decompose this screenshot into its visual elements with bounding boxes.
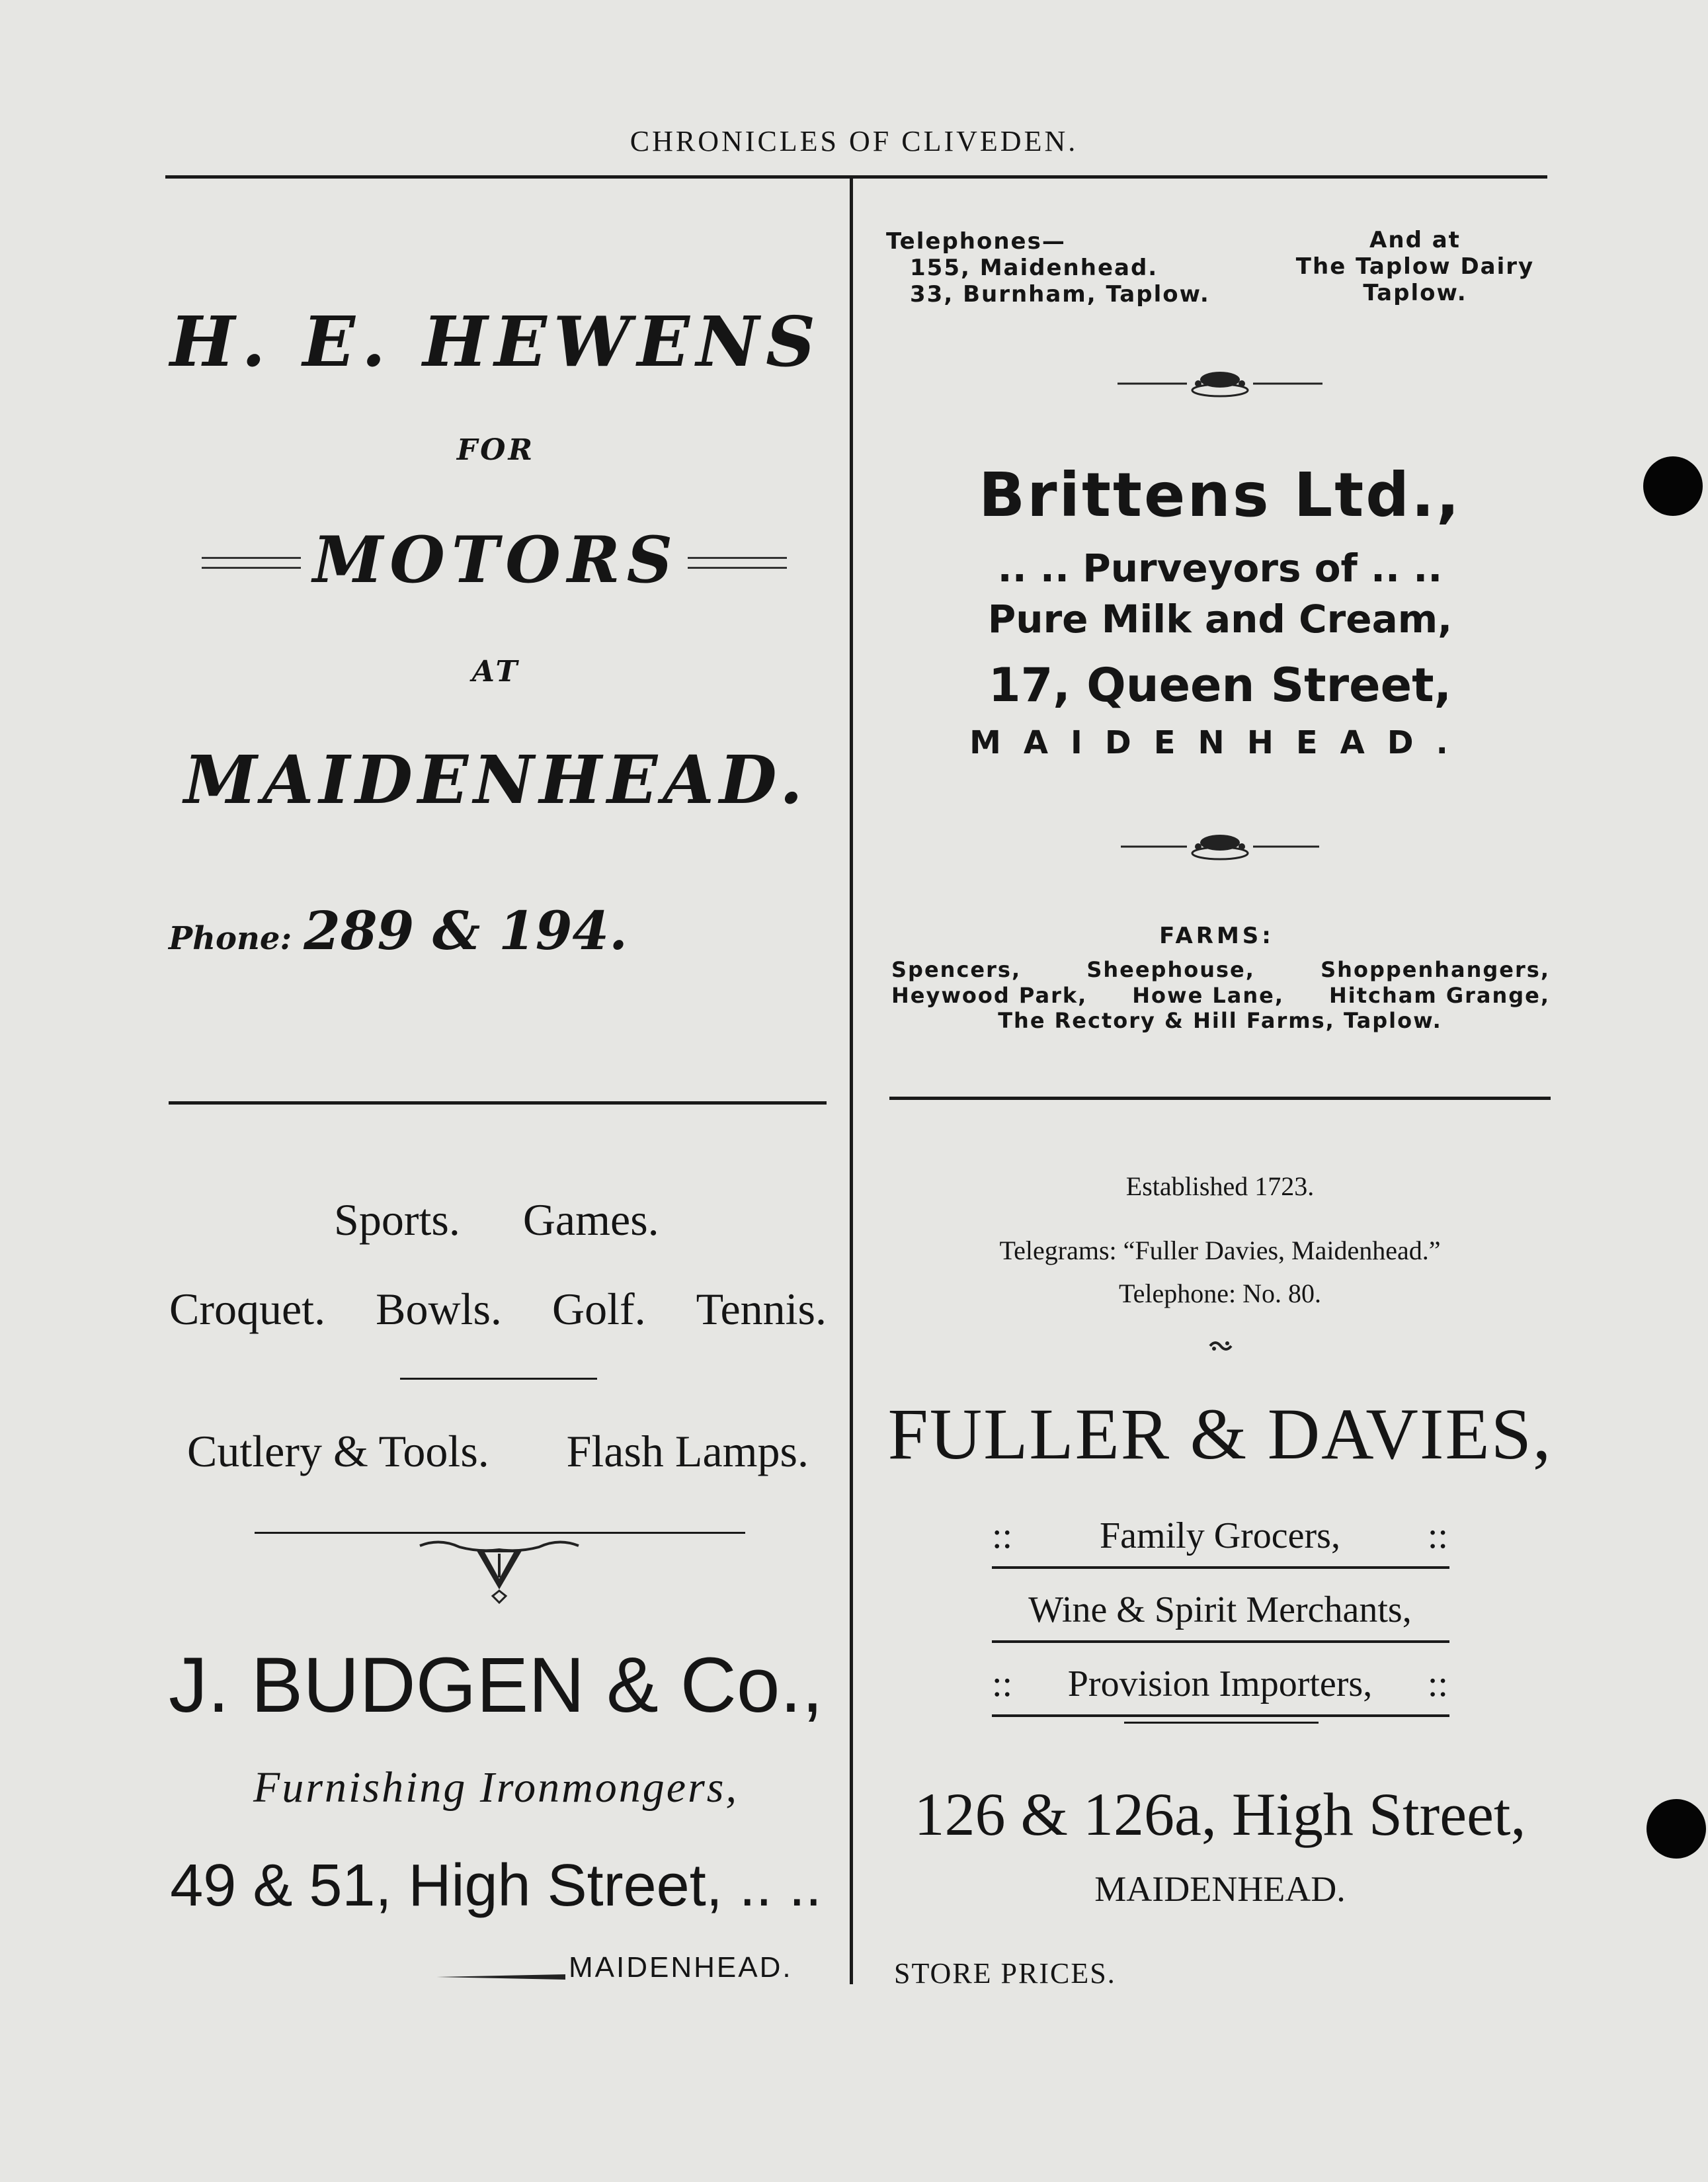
telephones-label: Telephones—: [886, 228, 1066, 255]
and-at-line3: Taplow.: [1363, 280, 1467, 306]
lamps-label: Flash Lamps.: [566, 1426, 809, 1476]
budgen-address: 49 & 51, High Street, .. ..: [170, 1853, 822, 1919]
farm-item: Sheephouse,: [1086, 957, 1255, 982]
colon-mark: ::: [1427, 1515, 1448, 1556]
budgen-subtitle: Furnishing Ironmongers,: [253, 1763, 739, 1812]
double-rule-right: [688, 557, 787, 569]
importers-label: Provision Importers,: [1067, 1663, 1373, 1704]
farms-label: FARMS:: [1159, 923, 1274, 949]
phone-numbers: 289 & 194.: [304, 900, 628, 962]
hewens-phone: [169, 900, 628, 962]
colon-mark: ::: [1427, 1663, 1448, 1704]
games-label: Games.: [522, 1195, 659, 1245]
importers-line: [992, 1663, 1448, 1705]
section-rule-left: [169, 1101, 827, 1105]
telephone-burnham: 33, Burnham, Taplow.: [910, 281, 1210, 308]
sports-label: Sports.: [334, 1195, 460, 1245]
bowls-label: Bowls.: [376, 1284, 502, 1334]
farms-row: [891, 983, 1550, 1008]
ornament-rule: [255, 1532, 745, 1534]
farms-row3: The Rectory & Hill Farms, Taplow.: [998, 1008, 1442, 1033]
budgen-name: J. BUDGEN & Co.,: [168, 1642, 824, 1729]
telephone-line: Telephone: No. 80.: [1118, 1279, 1321, 1308]
running-header: CHRONICLES OF CLIVEDEN.: [630, 125, 1078, 157]
hewens-name: H. E. HEWENS: [169, 301, 823, 382]
telegrams-line: Telegrams: “Fuller Davies, Maidenhead.”: [999, 1236, 1441, 1265]
golf-label: Golf.: [551, 1284, 646, 1334]
and-at-line2: The Taplow Dairy: [1295, 253, 1535, 280]
header-rule: [165, 175, 1547, 179]
tennis-label: Tennis.: [696, 1284, 827, 1334]
colon-mark: ::: [992, 1663, 1013, 1704]
brittens-purveyors: .. .. Purveyors of .. ..: [997, 546, 1443, 591]
established-line: Established 1723.: [1125, 1171, 1315, 1201]
tools-line: [187, 1425, 809, 1478]
fleuron-ornament: [413, 1538, 585, 1611]
ornament-flourish-top: [1118, 364, 1322, 403]
column-divider: [850, 179, 853, 1984]
fuller-address: 126 & 126a, High Street,: [914, 1781, 1526, 1848]
brittens-street: 17, Queen Street,: [988, 658, 1452, 712]
phone-label: Phone:: [169, 920, 292, 957]
fuller-name: FULLER & DAVIES,: [887, 1394, 1553, 1474]
merchants-label: Wine & Spirit Merchants,: [1028, 1589, 1412, 1630]
telephones-block: [886, 228, 1210, 308]
games-line: [169, 1283, 827, 1335]
fuller-place: MAIDENHEAD.: [1094, 1869, 1346, 1909]
grocers-label: Family Grocers,: [1100, 1515, 1340, 1556]
small-fleuron-icon: [1209, 1339, 1233, 1353]
farm-item: Heywood Park,: [891, 983, 1088, 1008]
underline-rule: [992, 1714, 1449, 1717]
hewens-for: FOR: [456, 433, 536, 467]
underline-rule: [992, 1566, 1449, 1569]
punch-hole-bottom: [1647, 1799, 1706, 1859]
ornament-flourish-bottom: [1121, 827, 1319, 866]
underline-rule: [992, 1640, 1449, 1643]
short-underline: [1124, 1722, 1319, 1724]
punch-hole-top: [1643, 456, 1703, 516]
croquet-label: Croquet.: [169, 1284, 326, 1334]
tapered-rule: [436, 1972, 565, 1982]
and-at-block: [1276, 227, 1554, 306]
store-prices: STORE PRICES.: [894, 1957, 1116, 1990]
farm-item: Hitcham Grange,: [1328, 983, 1550, 1008]
brittens-milk: Pure Milk and Cream,: [987, 597, 1453, 642]
grocers-line: [992, 1515, 1448, 1557]
short-rule: [400, 1378, 597, 1380]
farm-item: Howe Lane,: [1132, 983, 1285, 1008]
budgen-place: MAIDENHEAD.: [569, 1951, 793, 1984]
hewens-place: MAIDENHEAD.: [184, 741, 808, 819]
farm-item: Shoppenhangers,: [1321, 957, 1550, 982]
brittens-place: MAIDENHEAD.: [969, 724, 1471, 761]
sports-line: [334, 1194, 659, 1246]
farm-item: Spencers,: [891, 957, 1022, 982]
section-rule-right: [889, 1097, 1551, 1100]
hewens-motors: MOTORS: [312, 523, 680, 597]
colon-mark: ::: [992, 1515, 1013, 1556]
hewens-at: AT: [471, 655, 520, 689]
telephone-maidenhead: 155, Maidenhead.: [910, 255, 1159, 281]
brittens-name: Brittens Ltd.,: [978, 460, 1462, 530]
cutlery-label: Cutlery & Tools.: [187, 1426, 489, 1476]
merchants-line: [992, 1589, 1448, 1631]
farms-row: [891, 957, 1550, 982]
and-at-line1: And at: [1369, 227, 1461, 253]
